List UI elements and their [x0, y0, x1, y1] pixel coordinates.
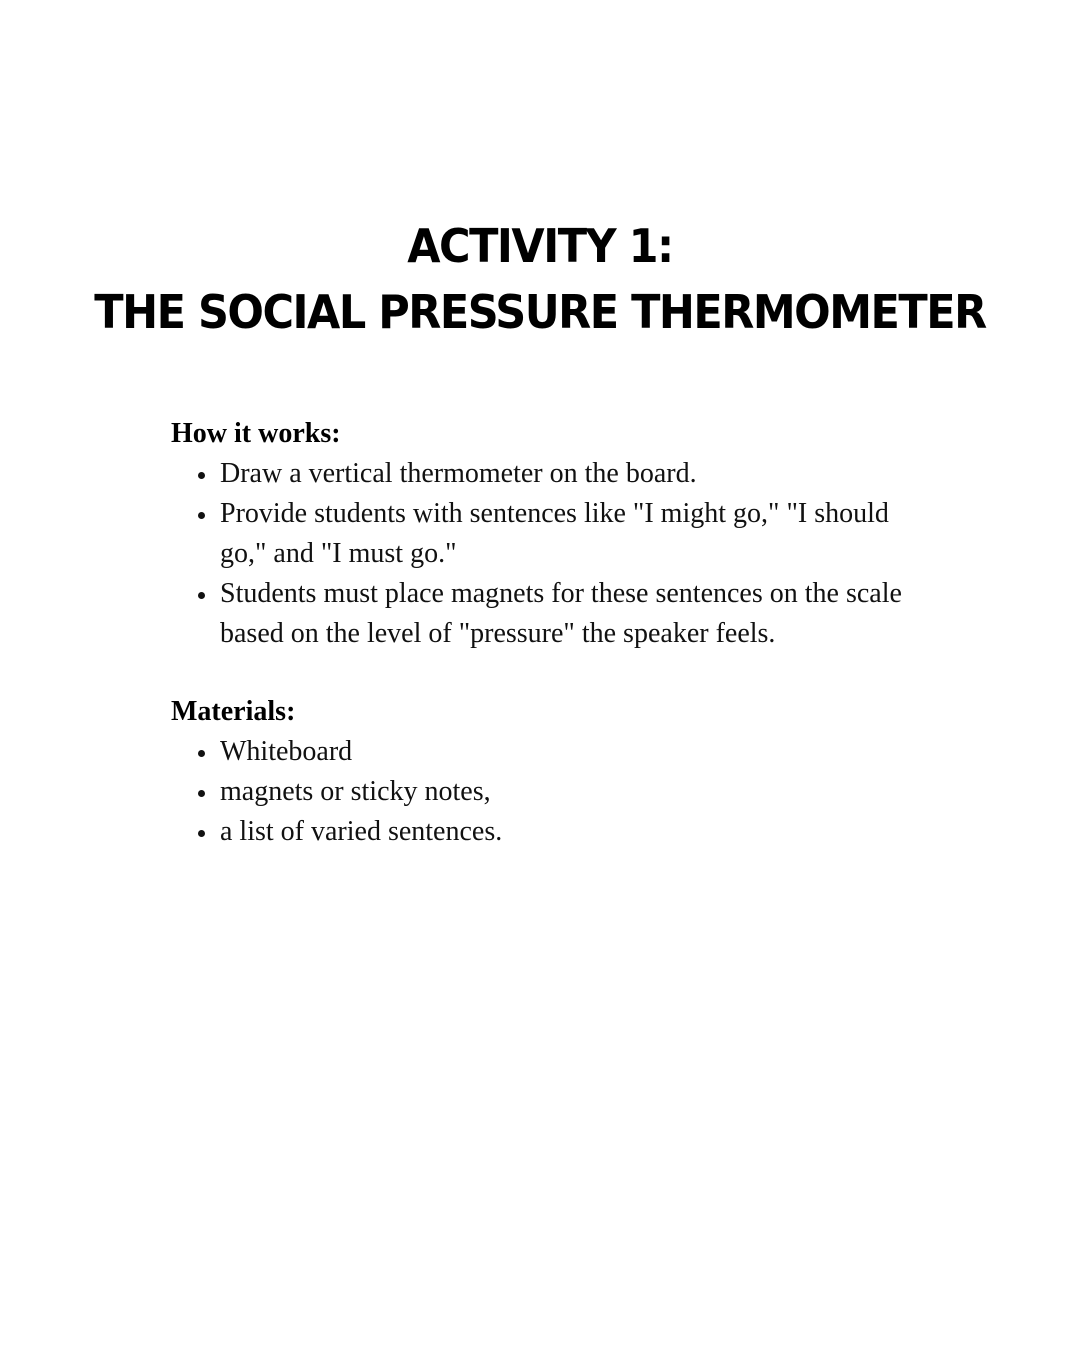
materials-section	[171, 692, 931, 852]
bullet-icon	[198, 790, 205, 797]
list-item	[171, 574, 931, 654]
list-item	[171, 494, 931, 574]
list-item-text: Students must place magnets for these sentences on the scale based on the level of "pressure" the speaker feels.	[220, 578, 902, 649]
activity-content	[171, 414, 931, 852]
materials-list	[171, 732, 931, 852]
bullet-icon	[198, 472, 205, 479]
how-it-works-list	[171, 454, 931, 654]
how-it-works-section	[171, 414, 931, 654]
title-line-activity: ACTIVITY 1:	[407, 220, 673, 274]
page-title	[0, 214, 1080, 346]
bullet-icon	[198, 830, 205, 837]
bullet-icon	[198, 750, 205, 757]
list-item	[171, 732, 931, 772]
list-item-text: magnets or sticky notes,	[220, 776, 491, 807]
list-item-text: Whiteboard	[220, 736, 353, 767]
section-spacer	[171, 654, 931, 692]
list-item	[171, 812, 931, 852]
list-item-text: Draw a vertical thermometer on the board.	[220, 458, 697, 489]
how-it-works-heading: How it works:	[171, 418, 341, 449]
title-line-name: THE SOCIAL PRESSURE THERMOMETER	[94, 286, 986, 340]
list-item	[171, 454, 931, 494]
bullet-icon	[198, 512, 205, 519]
list-item-text: a list of varied sentences.	[220, 816, 503, 847]
bullet-icon	[198, 592, 205, 599]
list-item	[171, 772, 931, 812]
list-item-text: Provide students with sentences like "I might go," "I should go," and "I must go."	[220, 498, 889, 569]
materials-heading: Materials:	[171, 696, 296, 727]
